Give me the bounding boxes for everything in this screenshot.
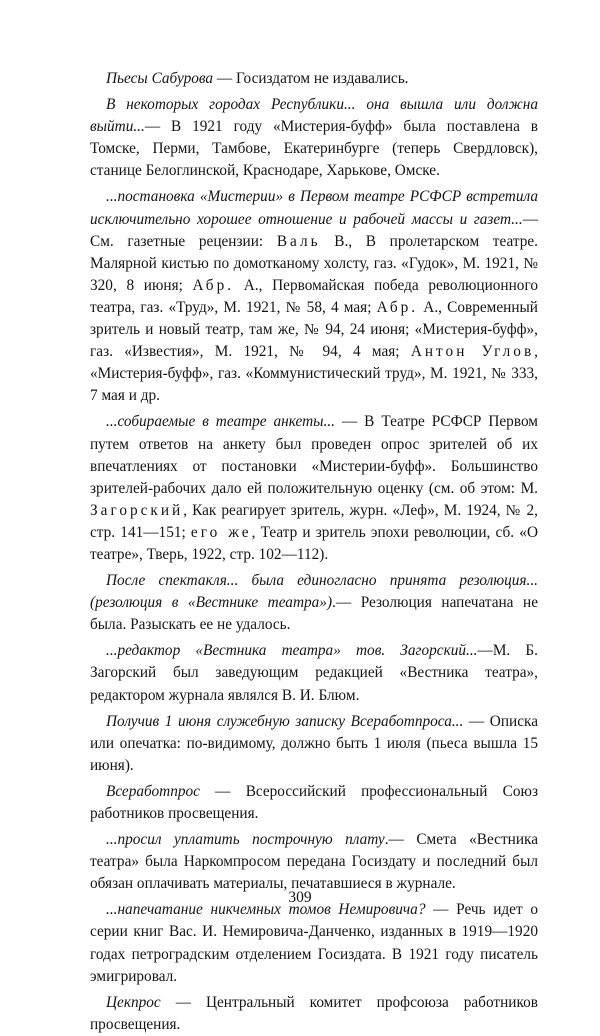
note-paragraph [90,94,538,182]
note-text: — Центральный комитет профсоюза работников просвещения. [90,993,538,1033]
note-paragraph [90,829,538,895]
spaced-name: Загорский [90,501,184,519]
note-text: — Речь идет о серии книг Вас. И. Немировича-Данченко, изданных в 1919—1920 годах петроградским отделением Госиздата. В 1921 году писатель эмигрировал. [90,901,538,985]
note-text: — См. газетные рецензии: [90,210,538,250]
note-text: В., В пролетарском театре. Малярной кистью по домотканому холсту, газ. «Гудок», М. 1921, № 320, 8 июня; [90,232,538,294]
note-text: —М. Б. Загорский был заведующим редакцией «Вестника театра», редактором журнала являлся В. И. Блюм. [90,642,538,704]
spaced-name: Валь [276,232,321,250]
note-text: , Как реагирует зритель, журн. «Леф», М. 1924, № 2, стр. 141—151; [90,501,538,541]
note-paragraph [90,570,538,636]
note-lemma: Цекпрос [106,993,161,1011]
note-text: — Всероссийский профессиональный Союз работников просвещения. [90,782,538,822]
note-paragraph [90,68,538,90]
note-text: — Госиздатом не издавались. [213,70,409,87]
spaced-name: Антон Углов [410,343,535,361]
note-paragraph [90,899,538,987]
note-paragraph [90,992,538,1036]
note-text: — В 1921 году «Мистерия-буфф» была поставлена в Томске, Перми, Тамбове, Екатеринбурге (теперь Свердловск), станице Белоглинской, Краснодаре, Харькове, Омске. [90,118,538,180]
note-lemma: Всеработпрос [106,782,200,800]
note-text: .— Резолюция напечатана не была. Разыскать ее не удалось. [90,594,538,634]
spaced-name: Абр. [192,276,235,294]
note-lemma: ...собираемые в театре анкеты... [106,413,335,431]
page-number: 309 [288,889,312,906]
note-lemma: ...редактор «Вестника театра» тов. Загорский... [106,642,478,660]
note-lemma: Получив 1 июня служебную записку Всеработпроса... [106,712,464,730]
spaced-name: Абр. [376,298,419,316]
note-lemma: ...напечатание никчемных томов Немировича? [106,901,426,919]
note-paragraph [90,411,538,566]
note-lemma: В некоторых городах Республики... она вышла или должна выйти... [90,96,538,136]
note-text: — В Театре РСФСР Первом путем ответов на анкету был проведен опрос зрителей об их впечатлениях от постановки «Мистерии-буфф». Большинство зрителей-рабочих дало ей положительную оценку (см. об этом: М. [90,413,538,497]
note-text: , Театр и зритель эпохи революции, сб. «О театре», Тверь, 1922, стр. 102—112). [90,523,538,563]
note-text: — Описка или опечатка: по-видимому, должно быть 1 июля (пьеса вышла 15 июня). [90,712,538,774]
note-lemma: ...постановка «Мистерии» в Первом театре РСФСР встретила исключительно хорошее отношение и рабочей массы и газет... [90,188,538,228]
note-text: .— Смета «Вестника театра» была Наркомпросом передана Госиздату и последний был обязан оплачивать материалы, печатавшиеся в журнале. [90,831,538,893]
note-paragraph [90,186,538,407]
note-paragraph [90,711,538,777]
note-paragraph [90,781,538,825]
note-text: А., Современный зритель и новый театр, там же, № 94, 24 июня; «Мистерия-буфф», газ. «Известия», М. 1921, № 94, 4 мая; [90,298,538,361]
note-text: , «Мистерия-буфф», газ. «Коммунистический труд», М. 1921, № 333, 7 мая и др. [90,343,538,405]
spaced-name: его же [190,523,252,541]
note-lemma: После спектакля... была единогласно принята резолюция... (резолюция в «Вестнике театра») [90,572,538,612]
note-lemma: ...просил уплатить построчную плату [106,831,385,849]
note-lemma: Пьесы Сабурова [106,70,214,87]
note-text: А., Первомайская победа революционного театра, газ. «Труд», М. 1921, № 58, 4 мая; [90,276,538,316]
note-paragraph [90,640,538,706]
